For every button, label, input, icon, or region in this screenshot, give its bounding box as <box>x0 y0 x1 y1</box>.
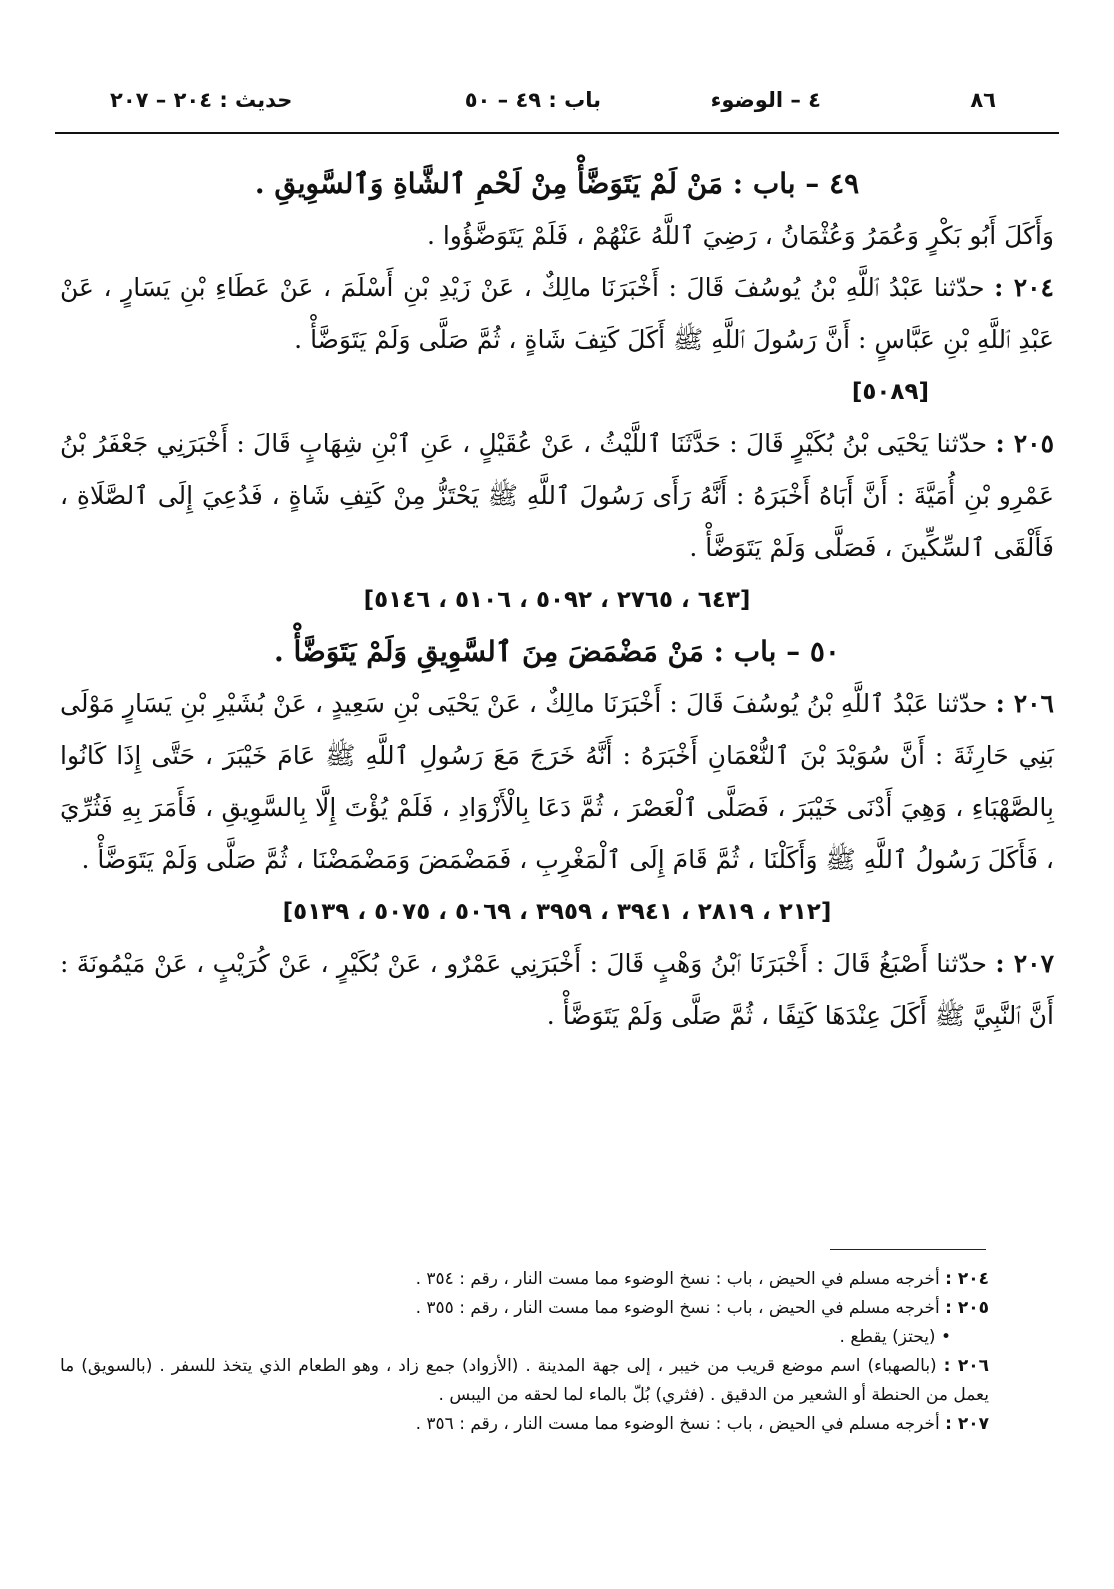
hadith-204-text: حدّثنا عَبْدُ ٱللَّهِ بْنُ يُوسُفَ قَالَ : أَخْبَرَنَا مالِكٌ ، عَنْ زَيْدِ بْنِ أَسْلَمَ ، عَنْ عَطَاءِ بْنِ يَسَارٍ ، عَنْ عَبْدِ ٱللَّهِ بْنِ عَبَّاسٍ : أَنَّ رَسُولَ ٱللَّهِ ﷺ أَكَلَ كَتِفَ شَاةٍ ، ثُمَّ صَلَّى وَلَمْ يَتَوَضَّأْ . <box>60 273 1054 354</box>
page-number: ٨٦ <box>970 88 996 112</box>
hadith-207-text: حدّثنا أَصْبَغُ قَالَ : أَخْبَرَنَا ٱبْنُ وَهْبٍ قَالَ : أَخْبَرَنِي عَمْرٌو ، عَنْ بُكَيْرٍ ، عَنْ كُرَيْبٍ ، عَنْ مَيْمُونَةَ : أَنَّ ٱلنَّبِيَّ ﷺ أَكَلَ عِنْدَهَا كَتِفًا ، ثُمَّ صَلَّى وَلَمْ يَتَوَضَّأْ . <box>60 949 1054 1030</box>
hadith-207-number: ٢٠٧ : <box>995 949 1055 978</box>
header-divider <box>55 132 1059 134</box>
bab-range: باب : ٤٩ – ٥٠ <box>464 88 601 112</box>
hadith-range: حديث : ٢٠٤ – ٢٠٧ <box>110 88 293 112</box>
hadith-206-refs: [٢١٢ ، ٢٨١٩ ، ٣٩٤١ ، ٣٩٥٩ ، ٥٠٦٩ ، ٥٠٧٥ ، ٥١٣٩] <box>282 899 832 925</box>
hadith-205-number: ٢٠٥ : <box>995 429 1055 458</box>
bab-50-title: ٥٠ – باب : مَنْ مَضْمَضَ مِنَ ٱلسَّوِيقِ وَلَمْ يَتَوَضَّأْ . <box>274 635 840 668</box>
footnote-text: (بالصهباء) اسم موضع قريب من خيبر ، إلى جهة المدينة . (الأزواد) جمع زاد ، وهو الطعام الذي يتخذ للسفر . (بالسويق) ما يعمل من الحنطة أو الشعير من الدقيق . (فثري) بُلّ بالماء لما لحقه من اليبس . <box>60 1356 989 1405</box>
hadith-206-text: حدّثنا عَبْدُ ٱللَّهِ بْنُ يُوسُفَ قَالَ : أَخْبَرَنَا مالِكٌ ، عَنْ يَحْيَى بْنِ سَعِيدٍ ، عَنْ بُشَيْرِ بْنِ يَسَارٍ مَوْلَى بَنِي حَارِثَةَ : أَنَّ سُوَيْدَ بْنَ ٱلنُّعْمَانِ أَخْبَرَهُ : أَنَّهُ خَرَجَ مَعَ رَسُولِ ٱللَّهِ ﷺ عَامَ خَيْبَرَ ، حَتَّى إِذَا كَانُوا بِالصَّهْبَاءِ ، وَهِيَ أَدْنَى خَيْبَرَ ، فَصَلَّى ٱلْعَصْرَ ، ثُمَّ دَعَا بِالْأَزْوَادِ ، فَلَمْ يُؤْتَ إِلَّا بِالسَّوِيقِ ، فَأَمَرَ بِهِ فَثُرِّيَ ، فَأَكَلَ رَسُولُ ٱللَّهِ ﷺ وَأَكَلْنَا ، ثُمَّ قَامَ إِلَى ٱلْمَغْرِبِ ، فَمَضْمَضَ وَمَضْمَضْنَا ، ثُمَّ صَلَّى وَلَمْ يَتَوَضَّأْ . <box>60 689 1054 874</box>
footnote-205-gloss <box>60 1323 989 1352</box>
bullet-icon: • <box>940 1327 951 1347</box>
hadith-206-number: ٢٠٦ : <box>995 689 1054 718</box>
footnote-number: ٢٠٤ : <box>945 1269 989 1289</box>
hadith-205-refs: [٦٤٣ ، ٢٧٦٥ ، ٥٠٩٢ ، ٥١٠٦ ، ٥١٤٦] <box>363 587 751 613</box>
footnote-207 <box>60 1410 989 1439</box>
footnote-text: أخرجه مسلم في الحيض ، باب : نسخ الوضوء مما مست النار ، رقم : ٣٥٥ . <box>415 1298 940 1318</box>
footnotes <box>60 1265 989 1439</box>
footnote-206 <box>60 1352 989 1410</box>
footnote-divider <box>830 1249 986 1250</box>
hadith-204-number: ٢٠٤ : <box>994 273 1054 302</box>
hadith-205-text: حدّثنا يَحْيَى بْنُ بُكَيْرٍ قَالَ : حَدَّثَنَا ٱللَّيْثُ ، عَنْ عُقَيْلٍ ، عَنِ ٱبْنِ شِهَابٍ قَالَ : أَخْبَرَنِي جَعْفَرُ بْنُ عَمْرِو بْنِ أُمَيَّةَ : أَنَّ أَبَاهُ أَخْبَرَهُ : أَنَّهُ رَأَى رَسُولَ ٱللَّهِ ﷺ يَحْتَزُّ مِنْ كَتِفِ شَاةٍ ، فَدُعِيَ إِلَى ٱلصَّلَاةِ ، فَأَلْقَى ٱلسِّكِّينَ ، فَصَلَّى وَلَمْ يَتَوَضَّأْ . <box>60 429 1054 562</box>
footnote-number: ٢٠٧ : <box>945 1414 989 1434</box>
footnote-text: (يحتز) يقطع . <box>839 1327 936 1347</box>
footnote-number: ٢٠٥ : <box>945 1298 989 1318</box>
hadith-204-refs: [٥٠٨٩] <box>851 379 929 405</box>
hadith-207 <box>60 938 1054 1042</box>
chapter-title: ٤ – الوضوء <box>710 88 821 112</box>
footnote-204 <box>60 1265 989 1294</box>
footnote-number: ٢٠٦ : <box>943 1356 990 1376</box>
running-header <box>110 82 996 122</box>
hadith-205 <box>60 418 1054 574</box>
footnote-text: أخرجه مسلم في الحيض ، باب : نسخ الوضوء مما مست النار ، رقم : ٣٥٤ . <box>415 1269 940 1289</box>
hadith-206 <box>60 678 1054 886</box>
hadith-204 <box>60 262 1054 366</box>
main-text <box>60 158 1054 1042</box>
footnote-text: أخرجه مسلم في الحيض ، باب : نسخ الوضوء مما مست النار ، رقم : ٣٥٦ . <box>415 1414 940 1434</box>
bab-49-athar: وَأَكَلَ أَبُو بَكْرٍ وَعُمَرُ وَعُثْمَانُ ، رَضِيَ ٱللَّهُ عَنْهُمْ ، فَلَمْ يَتَوَضَّؤُوا . <box>426 221 1054 250</box>
bab-49-title: ٤٩ – باب : مَنْ لَمْ يَتَوَضَّأْ مِنْ لَحْمِ ٱلشَّاةِ وَٱلسَّوِيقِ . <box>254 167 860 200</box>
footnote-205 <box>60 1294 989 1323</box>
